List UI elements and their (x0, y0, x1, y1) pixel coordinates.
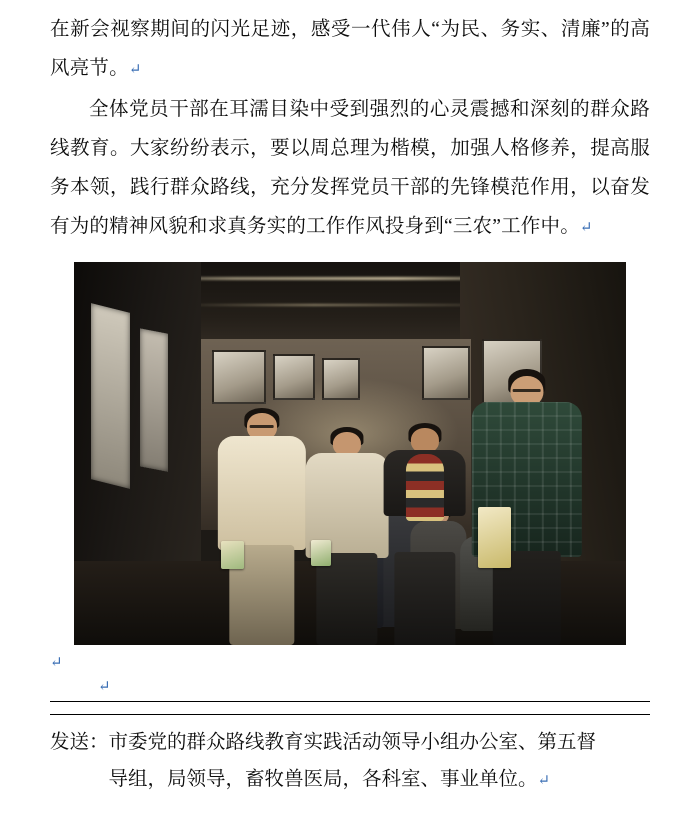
photo-exhibit-frame (273, 354, 316, 400)
footer-line-2-wrap (50, 761, 650, 800)
photo-person-foreground (306, 427, 389, 645)
image-trailing-marks (50, 645, 650, 695)
document-body (50, 10, 650, 248)
footer-line-2: 导组，局领导，畜牧兽医局，各科室、事业单位。 (108, 769, 538, 790)
photo-exhibit-frame (322, 358, 359, 400)
photo-canvas (74, 262, 626, 645)
photo-person-glasses (249, 425, 274, 428)
footer-distribution (50, 724, 650, 800)
paragraph-mark-icon: ↵ (50, 655, 63, 671)
footer-divider-top (50, 701, 650, 702)
photo-display-panel (140, 328, 168, 471)
paragraph-2 (50, 90, 650, 248)
photo-person-jacket (218, 436, 306, 550)
photo-brochure (221, 541, 244, 569)
photo-brochure (478, 507, 511, 568)
photo-brochure (311, 540, 331, 566)
footer-divider-bottom (50, 714, 650, 715)
photo-person-legs (317, 553, 378, 645)
photo-person-foreground (218, 408, 306, 645)
photo-exhibit-frame (422, 346, 470, 400)
paragraph-2-text: 全体党员干部在耳濡目染中受到强烈的心灵震撼和深刻的群众路线教育。大家纷纷表示，要以周总理为楷模，加强人格修养，提高服务本领，践行群众路线，充分发挥党员干部的先锋模范作用，以奋发有为的精神风貌和求真务实的工作作风投身到“三农”工作中。 (50, 99, 650, 237)
paragraph-mark-icon: ↵ (537, 773, 551, 789)
photo-display-panel (91, 303, 130, 489)
photo-exhibit-frame (212, 350, 266, 404)
photo-person-glasses (512, 389, 541, 392)
photo-person-foreground (383, 423, 466, 645)
paragraph-mark-icon: ↵ (98, 679, 111, 695)
paragraph-1-text: 在新会视察期间的闪光足迹，感受一代伟人“为民、务实、清廉”的高风亮节。 (50, 19, 650, 79)
paragraph-1 (50, 10, 650, 90)
footer-line-1: 发送：市委党的群众路线教育实践活动领导小组办公室、第五督 (50, 732, 597, 753)
paragraph-mark-icon: ↵ (579, 220, 593, 236)
photo-person-striped-sweater (405, 454, 443, 521)
paragraph-mark-icon: ↵ (128, 62, 142, 78)
photo-person-foreground (471, 369, 581, 645)
photo-person-legs (394, 552, 455, 645)
document-photo (74, 262, 626, 645)
